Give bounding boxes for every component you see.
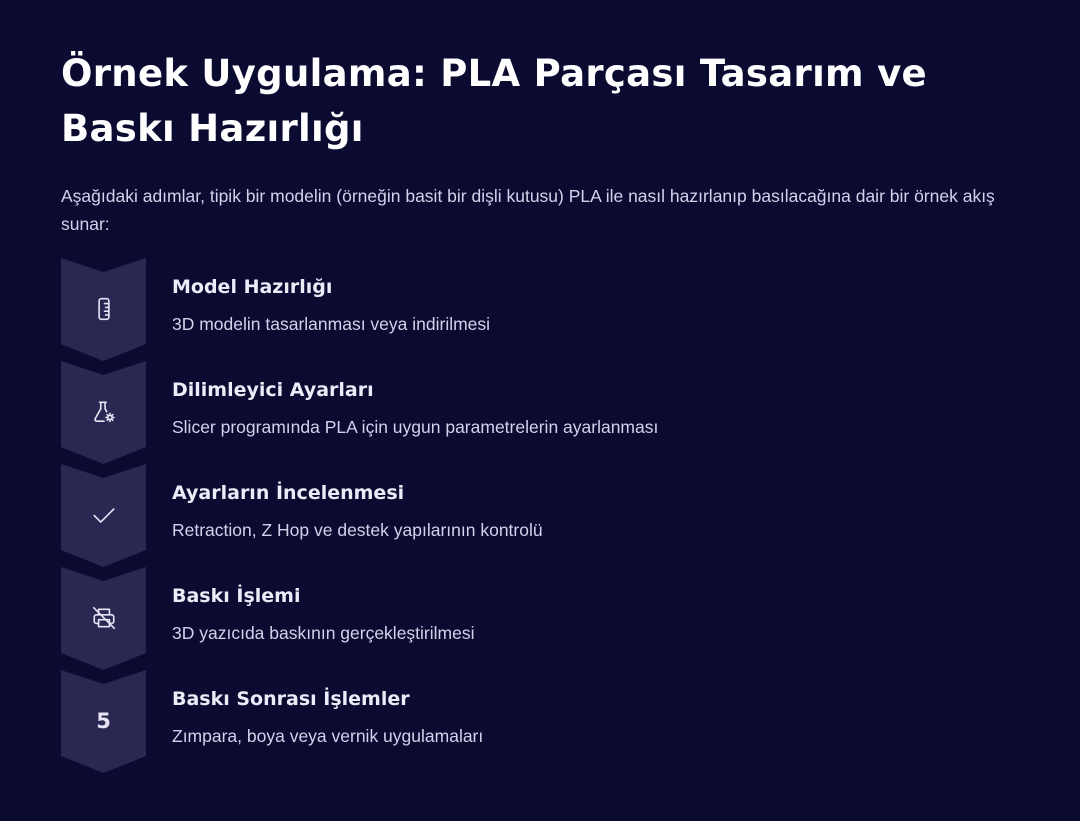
step-title: Dilimleyici Ayarları [172,379,374,401]
step-2 [61,361,1021,464]
page-title: Örnek Uygulama: PLA Parçası Tasarım ve Baskı Hazırlığı [61,52,927,150]
step-description: 3D yazıcıda baskının gerçekleştirilmesi [172,623,475,643]
step-title: Baskı İşlemi [172,585,301,607]
step-1 [61,258,1021,361]
step-title: Baskı Sonrası İşlemler [172,688,410,710]
flask-gear-icon [61,397,146,427]
ruler-icon [61,294,146,324]
step-title: Ayarların İncelenmesi [172,482,405,504]
step-description: Slicer programında PLA için uygun parametrelerin ayarlanması [172,417,659,437]
step-5 [61,670,1021,773]
step-description: 3D modelin tasarlanması veya indirilmesi [172,314,491,334]
step-title: Model Hazırlığı [172,276,333,298]
step-number: 5 [96,709,111,733]
printer-off-icon [61,603,146,633]
step-description: Zımpara, boya veya vernik uygulamaları [172,726,484,746]
check-icon [61,500,146,530]
step-3 [61,464,1021,567]
step-description: Retraction, Z Hop ve destek yapılarının kontrolü [172,520,543,540]
intro-text: Aşağıdaki adımlar, tipik bir modelin (örneğin basit bir dişli kutusu) PLA ile nasıl hazırlanıp basılacağına dair bir örnek akış sunar: [61,186,995,234]
step-4 [61,567,1021,670]
